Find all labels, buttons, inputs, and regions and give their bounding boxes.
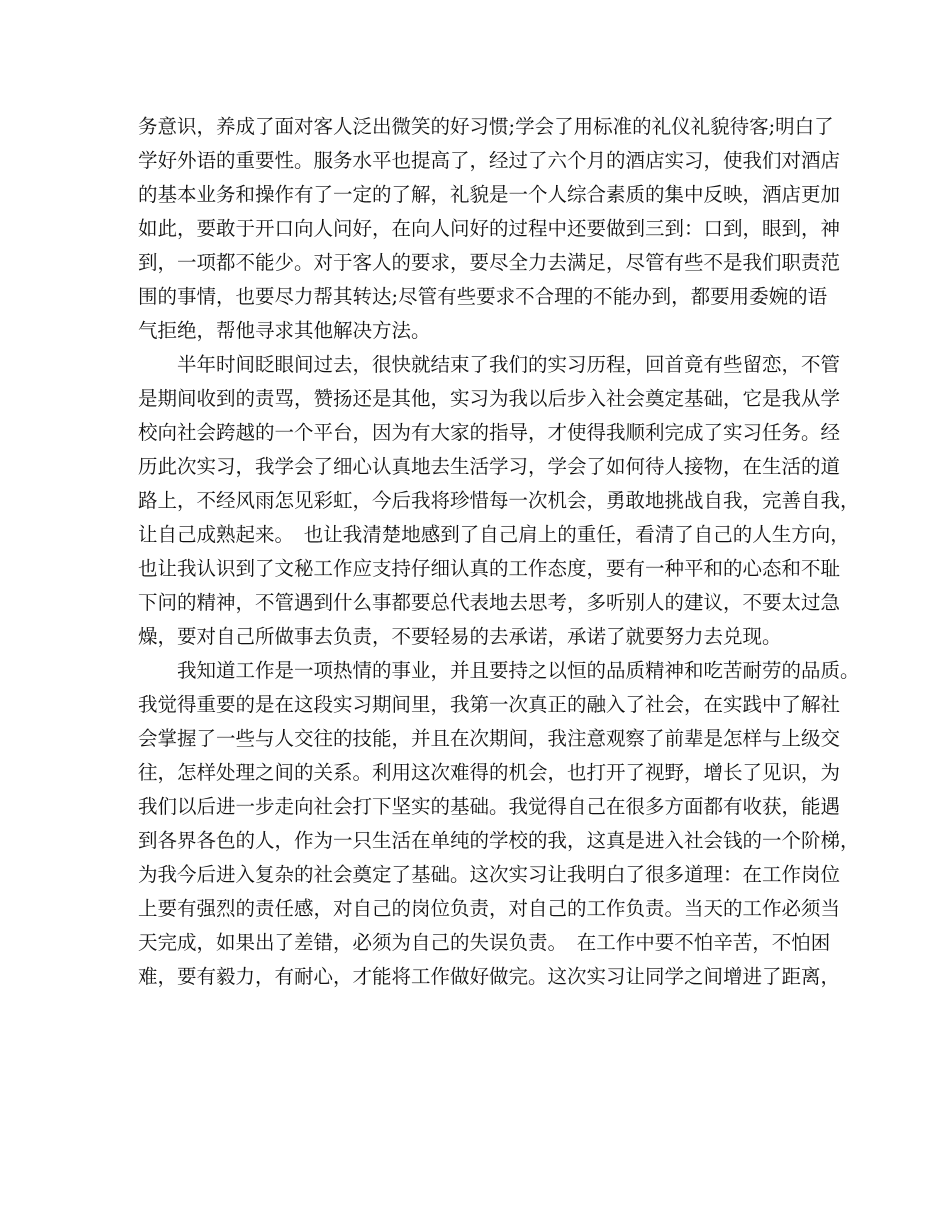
text-line: 半年时间眨眼间过去，很快就结束了我们的实习历程，回首竟有些留恋，不管 xyxy=(138,353,841,376)
text-line: 难，要有毅力，有耐心，才能将工作做好做完。这次实习让同学之间增进了距离， xyxy=(138,965,841,988)
text-line: 下问的精神，不管遇到什么事都要总代表地去思考，多听别人的建议，不要太过急 xyxy=(138,591,841,614)
text-line: 校向社会跨越的一个平台，因为有大家的指导，才使得我顺利完成了实习任务。经 xyxy=(138,421,841,444)
text-line: 我知道工作是一项热情的事业，并且要持之以恒的品质精神和吃苦耐劳的品质。 xyxy=(138,659,860,682)
text-line: 务意识，养成了面对客人泛出微笑的好习惯;学会了用标准的礼仪礼貌待客;明白了 xyxy=(138,115,834,138)
text-line: 上要有强烈的责任感，对自己的岗位负责，对自己的工作负责。当天的工作必须当 xyxy=(138,897,841,920)
text-line: 是期间收到的责骂，赞扬还是其他，实习为我以后步入社会奠定基础，它是我从学 xyxy=(138,387,841,410)
text-line: 到各界各色的人，作为一只生活在单纯的学校的我，这真是进入社会钱的一个阶梯， xyxy=(138,829,860,852)
text-line: 燥，要对自己所做事去负责，不要轻易的去承诺，承诺了就要努力去兑现。 xyxy=(138,625,782,648)
text-line: 气拒绝，帮他寻求其他解决方法。 xyxy=(138,319,431,342)
text-line: 历此次实习，我学会了细心认真地去生活学习，学会了如何待人接物，在生活的道 xyxy=(138,455,841,478)
text-line: 我觉得重要的是在这段实习期间里，我第一次真正的融入了社会，在实践中了解社 xyxy=(138,693,841,716)
text-line: 路上，不经风雨怎见彩虹，今后我将珍惜每一次机会，勇敢地挑战自我，完善自我， xyxy=(138,489,860,512)
text-line: 学好外语的重要性。服务水平也提高了，经过了六个月的酒店实习，使我们对酒店 xyxy=(138,149,841,172)
text-line: 为我今后进入复杂的社会奠定了基础。这次实习让我明白了很多道理：在工作岗位 xyxy=(138,863,841,886)
text-line: 往，怎样处理之间的关系。利用这次难得的机会，也打开了视野，增长了见识，为 xyxy=(138,761,841,784)
text-line: 天完成，如果出了差错，必须为自己的失误负责。 在工作中要不怕辛苦，不怕困 xyxy=(138,931,831,954)
text-line: 让自己成熟起来。 也让我清楚地感到了自己肩上的重任，看清了自己的人生方向， xyxy=(138,523,850,546)
body-text xyxy=(138,110,860,994)
text-line: 的基本业务和操作有了一定的了解，礼貌是一个人综合素质的集中反映，酒店更加 xyxy=(138,183,841,206)
text-line: 围的事情，也要尽力帮其转达;尽管有些要求不合理的不能办到，都要用委婉的语 xyxy=(138,285,828,308)
text-line: 到，一项都不能少。对于客人的要求，要尽全力去满足，尽管有些不是我们职责范 xyxy=(138,251,841,274)
text-line: 如此，要敢于开口向人问好，在向人问好的过程中还要做到三到：口到，眼到，神 xyxy=(138,217,841,240)
text-line: 会掌握了一些与人交往的技能，并且在次期间，我注意观察了前辈是怎样与上级交 xyxy=(138,727,841,750)
text-line: 也让我认识到了文秘工作应支持仔细认真的工作态度，要有一种平和的心态和不耻 xyxy=(138,557,841,580)
text-line: 我们以后进一步走向社会打下坚实的基础。我觉得自己在很多方面都有收获，能遇 xyxy=(138,795,841,818)
